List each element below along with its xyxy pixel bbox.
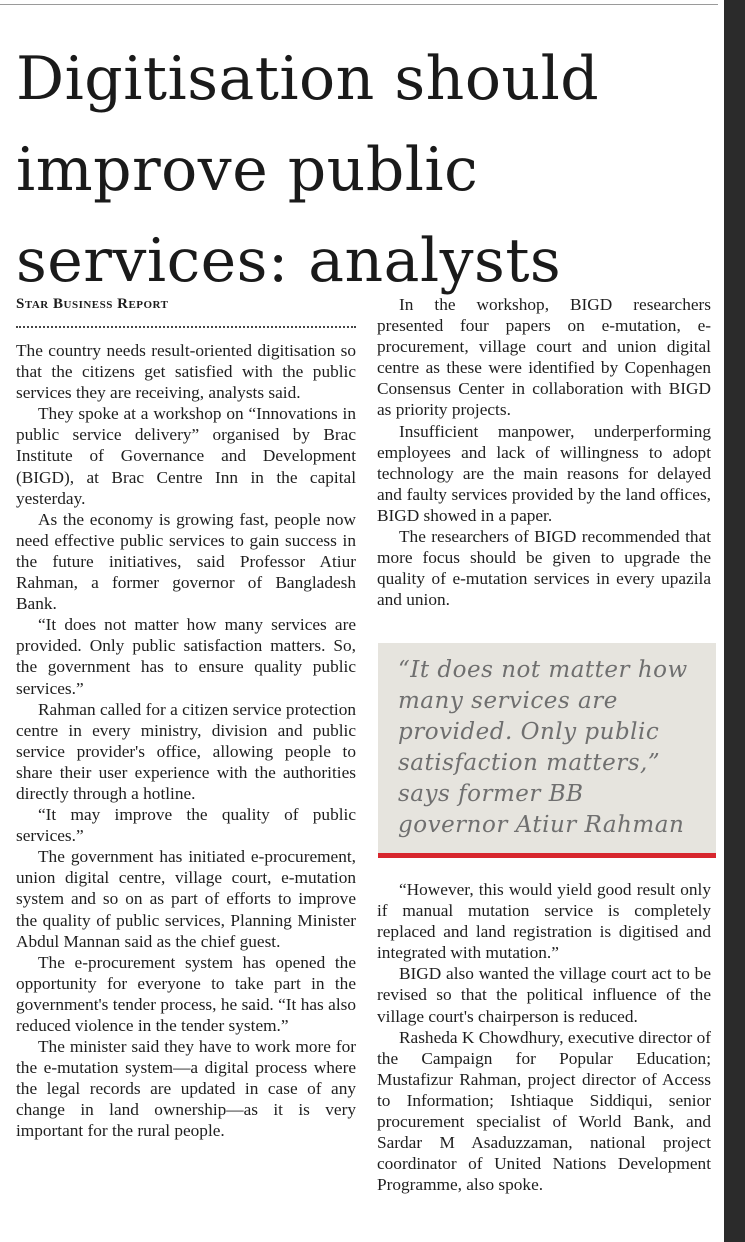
byline-divider [16,326,356,328]
paragraph: In the workshop, BIGD researchers presented four papers on e-mutation, e-procurement, village court and union digital centre as these were identified by Copenhagen Consensus Center in collaboration with BIGD as priority projects. [377,295,711,420]
paragraph: The minister said they have to work more for the e-mutation system—a digital process where the legal records are updated in case of any change in land ownership—as it is very important for the rural people. [16,1037,356,1141]
paragraph: The researchers of BIGD recommended that more focus should be given to upgrade the quality of e-mutation services in every upazila and union. [377,527,711,610]
pull-quote [378,643,716,853]
paragraph: The government has initiated e-procurement, union digital centre, village court, e-mutation system and so on as part of efforts to improve the quality of public services, Planning Minister Abdul Mannan said as the chief guest. [16,847,356,951]
paragraph: BIGD also wanted the village court act to be revised so that the political influence of the village court's chairperson is reduced. [377,964,711,1026]
article-column-2 [377,294,711,610]
headline: Digitisation should improve public services: analysts [16,44,600,296]
paragraph: “It does not matter how many services are provided. Only public satisfaction matters. So, the government has to ensure quality public services.” [16,615,356,698]
article-column-3 [377,879,711,1195]
article-column-1 [16,340,356,1142]
paragraph: “It may improve the quality of public services.” [16,805,356,846]
paragraph: The e-procurement system has opened the opportunity for everyone to take part in the government's tender process, he said. “It has also reduced violence in the tender system.” [16,952,356,1035]
page-edge-bar [724,0,745,1242]
paragraph: The country needs result-oriented digitisation so that the citizens get satisfied with the public services they are receiving, analysts said. [16,341,356,403]
paragraph: They spoke at a workshop on “Innovations in public service delivery” organised by Brac Institute of Governance and Development (BIGD), at Brac Centre Inn in the capital yesterday. [16,404,356,508]
paragraph: Insufficient manpower, underperforming employees and lack of willingness to adopt technology are the main reasons for delayed and faulty services provided by the land offices, BIGD showed in a paper. [377,421,711,525]
paragraph: Rasheda K Chowdhury, executive director of the Campaign for Popular Education; Mustafizur Rahman, project director of Access to Information; Ishtiaque Siddiqui, senior procurement specialist of World Bank, and Sardar M Asaduzzaman, national project coordinator of United Nations Development Programme, also spoke. [377,1027,711,1195]
paragraph: “However, this would yield good result only if manual mutation service is completely replaced and land registration is digitised and integrated with mutation.” [377,880,711,963]
pull-quote-text: “It does not matter how many services are provided. Only public satisfaction matters,” says former BB governor Atiur Rahman [398,657,688,838]
byline: Star Business Report [16,296,169,312]
pull-quote-rule [378,853,716,858]
top-rule [0,4,718,5]
paragraph: Rahman called for a citizen service protection centre in every ministry, division and public service provider's office, allowing people to share their user experience with the authorities directly through a hotline. [16,699,356,803]
paragraph: As the economy is growing fast, people now need effective public services to gain success in the future initiatives, said Professor Atiur Rahman, a former governor of Bangladesh Bank. [16,509,356,614]
